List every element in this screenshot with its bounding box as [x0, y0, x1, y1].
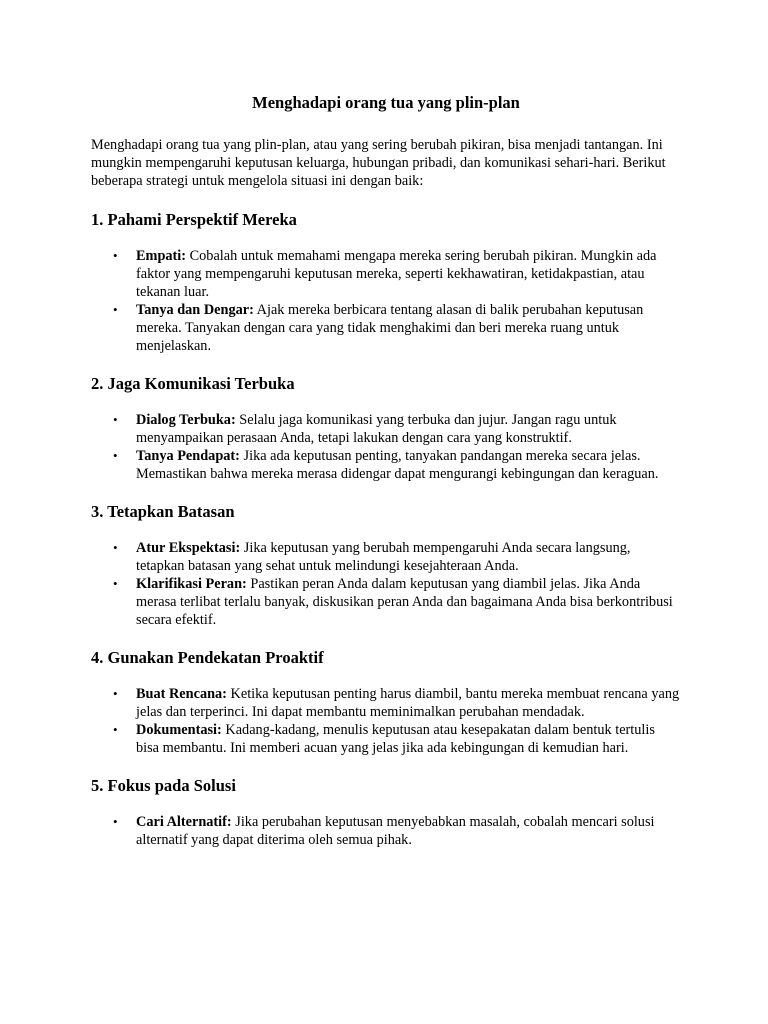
bullet-list: [91, 539, 681, 629]
list-item: [91, 685, 681, 721]
section-heading: 5. Fokus pada Solusi: [91, 776, 236, 796]
bullet-list: [91, 685, 681, 757]
bullet-list: [91, 813, 681, 849]
list-item: [91, 247, 681, 301]
bullet-term: Tanya dan Dengar:: [136, 302, 254, 319]
section-heading: 4. Gunakan Pendekatan Proaktif: [91, 648, 324, 668]
document-content: [91, 92, 681, 867]
bullet-term: Atur Ekspektasi:: [136, 540, 241, 557]
bullet-list: [91, 411, 681, 483]
section-heading: 1. Pahami Perspektif Mereka: [91, 210, 297, 230]
section-heading: 3. Tetapkan Batasan: [91, 502, 235, 522]
bullet-term: Cari Alternatif:: [136, 814, 232, 831]
bullet-text: Kadang-kadang, menulis keputusan atau kesepakatan dalam bentuk tertulis bisa membantu. Ini memberi acuan yang jelas jika ada kebingungan di kemudian hari.: [136, 722, 655, 757]
bullet-list: [91, 247, 681, 355]
list-item: [91, 301, 681, 355]
bullet-icon: •: [113, 248, 118, 264]
bullet-term: Klarifikasi Peran:: [136, 576, 247, 593]
document-title: Menghadapi orang tua yang plin-plan: [252, 93, 520, 112]
bullet-text: Selalu jaga komunikasi yang terbuka dan jujur. Jangan ragu untuk menyampaikan perasaan Anda, tetapi lakukan dengan cara yang konstruktif.: [136, 412, 617, 447]
bullet-text: Pastikan peran Anda dalam keputusan yang diambil jelas. Jika Anda merasa terlibat terlalu banyak, diskusikan peran Anda dan bagaimana Anda bisa berkontribusi secara efektif.: [136, 576, 673, 629]
list-item: [91, 575, 681, 629]
bullet-term: Empati:: [136, 248, 187, 265]
list-item: [91, 721, 681, 757]
list-item: [91, 411, 681, 447]
bullet-text: Cobalah untuk memahami mengapa mereka sering berubah pikiran. Mungkin ada faktor yang mempengaruhi keputusan mereka, seperti kekhawatiran, ketidakpastian, atau tekanan luar.: [136, 248, 657, 301]
bullet-icon: •: [113, 722, 118, 738]
bullet-icon: •: [113, 412, 118, 428]
list-item: [91, 813, 681, 849]
bullet-text: Jika ada keputusan penting, tanyakan pandangan mereka secara jelas. Memastikan bahwa mereka merasa didengar dapat mengurangi kebingungan dan keraguan.: [136, 448, 659, 483]
list-item: [91, 539, 681, 575]
list-item: [91, 447, 681, 483]
bullet-icon: •: [113, 686, 118, 702]
bullet-text: Jika keputusan yang berubah mempengaruhi Anda secara langsung, tetapkan batasan yang sehat untuk melindungi kesejahteraan Anda.: [136, 540, 631, 575]
bullet-text: Jika perubahan keputusan menyebabkan masalah, cobalah mencari solusi alternatif yang dapat diterima oleh semua pihak.: [136, 814, 655, 849]
bullet-term: Dialog Terbuka:: [136, 412, 236, 429]
bullet-term: Tanya Pendapat:: [136, 448, 240, 465]
bullet-term: Buat Rencana:: [136, 686, 227, 703]
section-heading: 2. Jaga Komunikasi Terbuka: [91, 374, 295, 394]
bullet-icon: •: [113, 814, 118, 830]
bullet-term: Dokumentasi:: [136, 722, 222, 739]
bullet-icon: •: [113, 448, 118, 464]
bullet-icon: •: [113, 576, 118, 592]
bullet-text: Ajak mereka berbicara tentang alasan di balik perubahan keputusan mereka. Tanyakan dengan cara yang tidak menghakimi dan beri mereka ruang untuk menjelaskan.: [136, 302, 644, 355]
intro-paragraph: Menghadapi orang tua yang plin-plan, atau yang sering berubah pikiran, bisa menjadi tantangan. Ini mungkin mempengaruhi keputusan keluarga, hubungan pribadi, dan komunikasi sehari-hari. Berikut beberapa strategi untuk mengelola situasi ini dengan baik:: [91, 137, 666, 189]
bullet-icon: •: [113, 302, 118, 318]
bullet-text: Ketika keputusan penting harus diambil, bantu mereka membuat rencana yang jelas dan terperinci. Ini dapat membantu meminimalkan perubahan mendadak.: [136, 686, 680, 721]
bullet-icon: •: [113, 540, 118, 556]
